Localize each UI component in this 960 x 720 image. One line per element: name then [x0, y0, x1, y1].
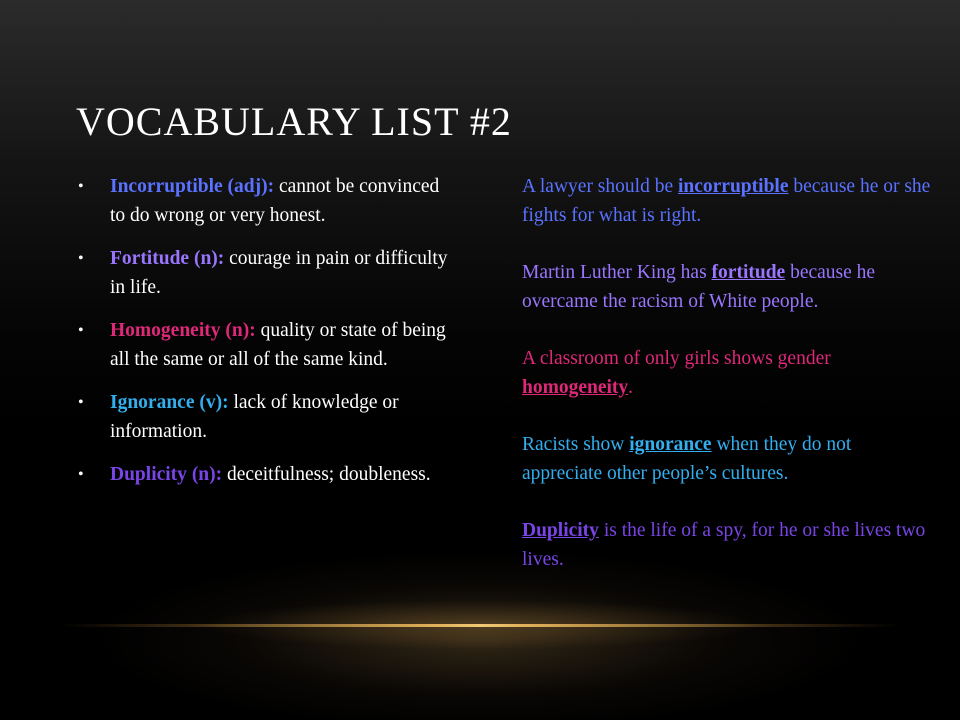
bullet-icon: • — [78, 394, 84, 411]
sentence-before: Martin Luther King has — [522, 262, 712, 283]
vocab-term: Duplicity — [110, 464, 187, 485]
sentence-after: because he overcame the racism of White people. — [522, 262, 876, 312]
sentence-homogeneity — [522, 344, 932, 402]
vocab-pos: (adj): — [227, 176, 275, 197]
sentence-ignorance — [522, 430, 932, 488]
vocab-list — [78, 172, 450, 503]
vocab-term: Fortitude — [110, 248, 190, 269]
sentence-duplicity — [522, 516, 932, 574]
vocab-pos: (n): — [191, 464, 223, 485]
vocab-definition: cannot be convinced to do wrong or very honest. — [110, 176, 440, 226]
bullet-icon: • — [78, 178, 84, 195]
sentence-keyword: Duplicity — [522, 520, 599, 541]
slide-title: VOCABULARY LIST #2 — [76, 99, 512, 144]
sentence-after: when they do not appreciate other people’s cultures. — [522, 434, 852, 484]
vocab-pos: (v): — [199, 392, 229, 413]
bullet-icon: • — [78, 250, 84, 267]
sentence-keyword: incorruptible — [677, 176, 789, 197]
sentence-before: Racists show — [522, 434, 630, 455]
vocab-term: Homogeneity — [110, 320, 221, 341]
vocab-definition: deceitfulness; doubleness. — [222, 464, 431, 485]
vocab-definition: courage in pain or difficulty in life. — [110, 248, 448, 298]
sentence-before: A lawyer should be — [522, 176, 678, 197]
sentence-keyword: homogeneity — [522, 377, 629, 398]
vocab-item-fortitude — [78, 244, 450, 302]
sentence-fortitude — [522, 258, 932, 316]
glow-divider-line — [60, 624, 900, 627]
sentence-after: because he or she fights for what is right. — [522, 176, 931, 226]
vocab-definition: quality or state of being all the same or all of the same kind. — [110, 320, 446, 370]
vocab-item-ignorance — [78, 388, 450, 446]
sentence-keyword: fortitude — [711, 262, 786, 283]
sentence-incorruptible — [522, 172, 932, 230]
vocab-term: Incorruptible — [110, 176, 223, 197]
vocab-item-duplicity — [78, 460, 450, 489]
vocab-item-homogeneity — [78, 316, 450, 374]
vocab-pos: (n): — [225, 320, 256, 341]
vocab-term: Ignorance — [110, 392, 195, 413]
bullet-icon: • — [78, 322, 84, 339]
vocab-item-incorruptible — [78, 172, 450, 230]
sentence-keyword: ignorance — [629, 434, 712, 455]
vocab-pos: (n): — [193, 248, 225, 269]
sentence-after: . — [628, 377, 634, 398]
example-sentences — [522, 172, 932, 602]
vocab-definition: lack of knowledge or information. — [110, 392, 399, 442]
sentence-before: A classroom of only girls shows gender — [522, 348, 831, 369]
bullet-icon: • — [78, 466, 84, 483]
sentence-after: is the life of a spy, for he or she lives two lives. — [522, 520, 926, 570]
